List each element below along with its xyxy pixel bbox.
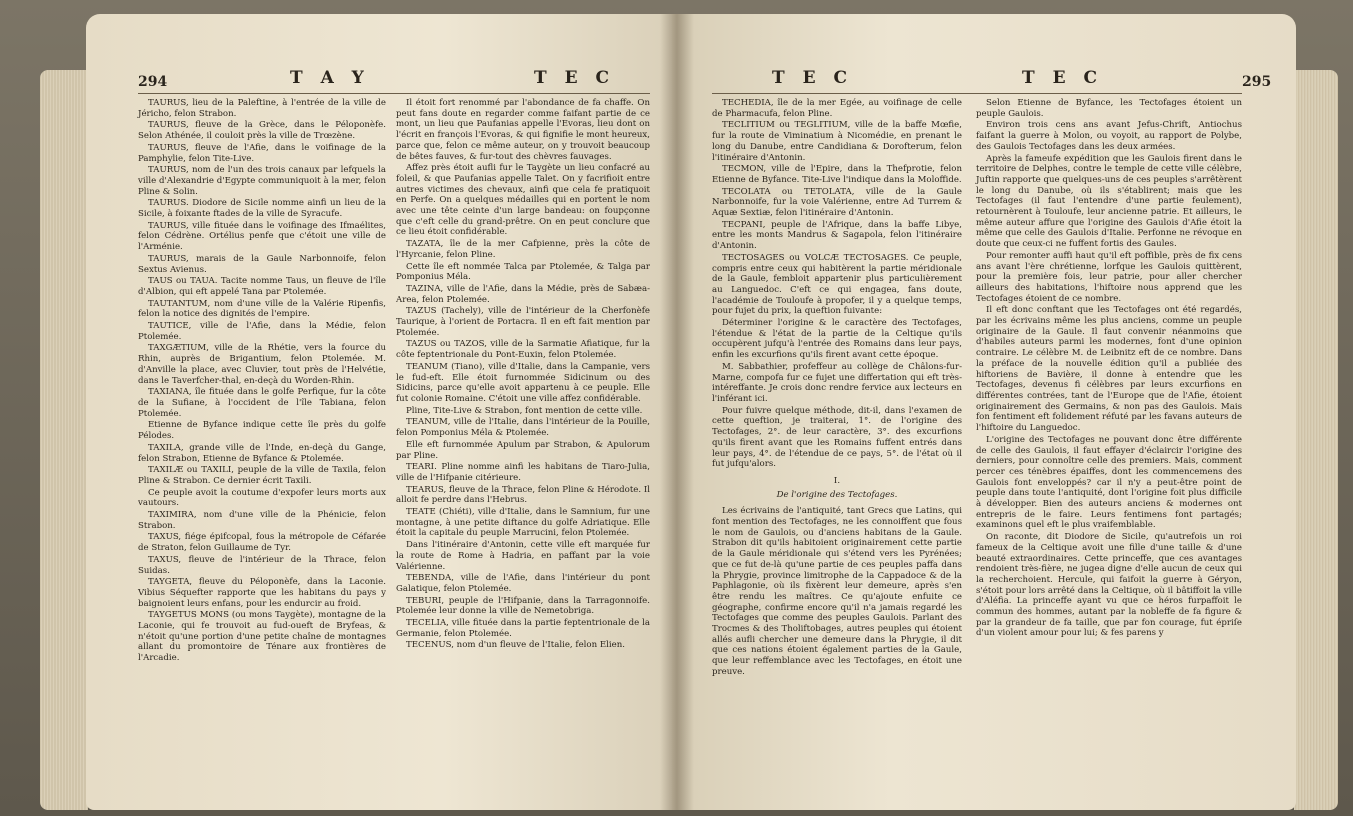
paragraph: TECENUS, nom d'un fleuve de l'Italie, felon Elien. — [406, 640, 625, 651]
page-number: 294 — [138, 74, 168, 90]
paragraph: TAXUS, fleuve de l'intérieur de la Thrace, felon Suidas. — [138, 554, 386, 576]
column-right — [396, 98, 650, 652]
paragraph: TAXUS, fiége épifcopal, fous la métropole de Céfarée de Straton, felon Guillaume de Tyr. — [138, 532, 386, 554]
paragraph: TECTOSAGES ou VOLCÆ TECTOSAGES. Ce peuple, compris entre ceux qui habitèrent la partie méridionale de la Gaule, fembloit appartenir plus particulièrement au Languedoc. C'eft ce qui engagea, fans doute, l'académie de Touloufe à propofer, il y a quelque temps, pour fujet du prix, la queftion fuivante: — [712, 252, 962, 317]
paragraph: TAURUS. Diodore de Sicile nomme ainfi un lieu de la Sicile, à foixante ftades de la ville de Syracufe. — [138, 198, 386, 220]
paragraph: Déterminer l'origine & le caractère des Tectofages, l'étendue & l'état de la partie de la Celtique qu'ils occupèrent jufqu'à l'entrée des Romains dans leur pays, enfin les excurfions qu'ils firent avant cette époque. — [712, 318, 962, 361]
running-head-right: T E C — [1022, 68, 1103, 88]
paragraph: Après la fameufe expédition que les Gaulois firent dans le territoire de Delphes, contre le temple de cette ville célèbre, Juftin rapporte que quelques-uns de ces peuples s'arrêtèrent le long du Danube, où ils s'établirent; mais que les Tectofages (il faut l'entendre d'une partie feulement), retournèrent à Touloufe, leur ancienne patrie. Et ailleurs, le même auteur affure que l'origine des Gaulois d'Afie étoit la même que celle des Gaulois d'Italie. Perfonne ne révoque en doute que ceux-ci ne fuffent fortis des Gaules. — [976, 153, 1242, 250]
paragraph: TAUTICE, ville de l'Afie, dans la Médie, felon Ptolemée. — [138, 321, 386, 342]
paragraph: TAXGÆTIUM, ville de la Rhétie, vers la fource du Rhin, auprès de Brigantium, felon Ptolemée. M. d'Anville la place, avec Cluvier, tout près de l'Helvétie, dans le Taverfcher-thal, en-deçà du Worden-Rhin. — [138, 343, 386, 386]
paragraph: TAURUS, fleuve de la Grèce, dans le Péloponèfe. Selon Athénée, il couloit près la ville de Trœzène. — [138, 120, 386, 142]
paragraph: TEBENDA, ville de l'Afie, dans l'intérieur du pont Galatique, felon Ptolemée. — [396, 573, 650, 594]
paragraph: TECMON, ville de l'Epire, dans la Thefprotie, felon Etienne de Byfance. Tite-Live l'indique dans la Moloffide. — [712, 164, 962, 185]
paragraph: TAZATA, île de la mer Cafpienne, près la côte de l'Hyrcanie, felon Pline. — [396, 239, 650, 260]
paragraph: TAUTANTUM, nom d'une ville de la Valérie Ripenfis, felon la notice des dignités de l'empire. — [138, 298, 386, 320]
head-rule — [712, 93, 1242, 94]
paragraph: TAZUS ou TAZOS, ville de la Sarmatie Afiatique, fur la côte feptentrionale du Pont-Euxin, felon Ptolemée. — [396, 339, 650, 361]
column-left — [712, 98, 962, 679]
paragraph: Environ trois cens ans avant Jefus-Chrift, Antiochus faifant la guerre à Molon, ou voyoit, au rapport de Polybe, des Gaulois Tectofages dans les deux armées. — [976, 120, 1242, 152]
paragraph: Pour fuivre quelque méthode, dit-il, dans l'examen de cette queftion, je traiterai, 1°. de l'origine des Tectofages, 2°. de leur caractère, 3°. des excurfions qu'ils firent avant que les Romains fuffent entrés dans leur pays, 4°. de l'étendue de ce pays, 5°. de l'état où il fut jufqu'alors. — [712, 405, 962, 470]
paragraph: On raconte, dit Diodore de Sicile, qu'autrefois un roi fameux de la Celtique avoit une fille d'une taille & d'une beauté extraordinaires. Cette princeffe, que ces avantages rendoient très-fière, ne jugea digne d'elle aucun de ceux qui la recherchoient. Hercule, qui faifoit la guerre à Géryon, s'étoit pour lors arrêté dans la Celtique, où il bâtiffoit la ville d'Aléfia. La princeffe ayant vu que ce héros furpaffoit le commun des hommes, autant par la nobleffe de fa figure & par la grandeur de fa taille, que par fon courage, fut épriſe d'un violent amour pour lui; & fes parens y — [976, 532, 1242, 639]
paragraph: TAZINA, ville de l'Afie, dans la Médie, près de Sabæa-Area, felon Ptolemée. — [396, 283, 650, 305]
paragraph: TAYGETA, fleuve du Péloponèfe, dans la Laconie. Vibius Séquefter rapporte que les habitans du pays y baignoient leurs enfans, pour les endurcir au froid. — [138, 577, 386, 609]
page-edges-left — [40, 70, 88, 810]
paragraph: TAZUS (Tachely), ville de l'intérieur de la Cherfonèfe Taurique, à l'orient de Portacra. Il en eft fait mention par Ptolemée. — [396, 306, 650, 338]
paragraph: TAXIMIRA, nom d'une ville de la Phénicie, felon Strabon. — [138, 510, 386, 531]
paragraph: TAURUS, marais de la Gaule Narbonnoife, felon Sextus Avienus. — [138, 253, 386, 275]
paragraph: M. Sabbathier, profeffeur au collège de Châlons-fur-Marne, compofa fur ce fujet une differtation qui eft très-intéreffante. Je crois donc rendre fervice aux lecteurs en l'inférant ici. — [712, 361, 962, 404]
running-head-left: T E C — [772, 68, 853, 88]
section-title: De l'origine des Tectofages. — [776, 489, 898, 500]
page-number: 295 — [1242, 74, 1272, 90]
paragraph: TAURUS, ville fituée dans le voifinage des Ifmaélites, felon Cédrène. Ortélius penfe que c'étoit une ville de l'Arménie. — [138, 220, 386, 253]
paragraph: TECLITIUM ou TEGLITIUM, ville de la baffe Mœfie, fur la route de Viminatium à Nicomédie, en prenant le long du Danube, entre Candidiana & Dorofterum, felon l'itinéraire d'Antonin. — [712, 120, 962, 163]
paragraph: TEATE (Chiéti), ville d'Italie, dans le Samnium, fur une montagne, à une petite diftance du golfe Adriatique. Elle étoit la capitale du peuple Marrucini, felon Ptolemée. — [396, 507, 650, 539]
paragraph: Ce peuple avoit la coutume d'expofer leurs morts aux vautours. — [138, 487, 386, 509]
paragraph: Pour remonter auffi haut qu'il eft poffible, près de fix cens ans avant l'ère chrétienne, lorfque les Gaulois quittèrent, pour la première fois, leur patrie, pour aller chercher ailleurs des habitations, l'hiftoire nous apprend que les Tectofages étoient de ce nombre. — [976, 250, 1242, 304]
page-edges-right — [1294, 70, 1338, 810]
head-rule — [138, 93, 650, 94]
paragraph: TECHEDIA, île de la mer Egée, au voifinage de celle de Pharmacufa, felon Pline. — [712, 98, 962, 119]
paragraph: TEARI. Pline nomme ainfi les habitans de Tiaro-Julia, ville de l'Hifpanie citérieure. — [396, 462, 650, 483]
paragraph: Affez près étoit aufli fur le Taygète un lieu confacré au foleil, & que Paufanias appelle Talet. On y facrifioit entre autres victimes des chevaux, ainfi que cela fe pratiquoit en Perfe. On a quelques médailles qui en portent le nom avec une tête ceinte d'un large bandeau: on foupçonne que c'eft celle du grand-prêtre. On en peut conclure que ce lieu étoit confidérable. — [396, 163, 650, 238]
column-right — [976, 98, 1242, 640]
paragraph: TEBURI, peuple de l'Hifpanie, dans la Tarragonnoife. Ptolemée leur donne la ville de Nemetobriga. — [396, 595, 650, 617]
paragraph: Les écrivains de l'antiquité, tant Grecs que Latins, qui font mention des Tectofages, ne les connoiffent que fous le nom de Gaulois, ou d'anciens habitans de la Gaule. Strabon dit qu'ils habitoient originairement cette partie de la Gaule méridionale qui s'étend vers les Pyrénées; que ce fut de-là qu'une partie de ces peuples paffa dans la Phrygie, province limitrophe de la Cappadoce & de la Paphlagonie, où ils fixèrent leur demeure, après s'en être rendu les maîtres. Ce qu'ajoute enfuite ce géographe, confirme encore qu'il n'a jamais regardé les Tectofages que comme des peuples Gaulois. Parlant des Trocmes & des Tholiftobages, autres peuples qui étoient allés aufli chercher une demeure dans la Phrygie, il dit que ces nations étoient également parties de la Gaule, que leur reffemblance avec les Tectofages, en étoit une preuve. — [712, 506, 962, 677]
paragraph: TAYGETUS MONS (ou mons Taygète), montagne de la Laconie, qui fe trouvoit au fud-oueft de Bryfeas, & n'étoit qu'une portion d'une petite chaîne de montagnes allant du promontoire de Ténare aux frontières de l'Arcadie. — [138, 610, 386, 664]
paragraph: TAURUS, nom de l'un des trois canaux par lefquels la ville d'Alexandrie d'Egypte communiquoit à la mer, felon Pline & Solin. — [138, 165, 386, 197]
paragraph: TECELIA, ville fituée dans la partie feptentrionale de la Germanie, felon Ptolemée. — [396, 618, 650, 639]
paragraph: TEANUM (Tiano), ville d'Italie, dans la Campanie, vers le fud-eft. Elle étoit furnommée Sidicinum ou des Sidicins, parce qu'elle avoit appartenu à ce peuple. Elle fut colonie Romaine. C'étoit une ville affez confidérable. — [396, 361, 650, 404]
paragraph: L'origine des Tectofages ne pouvant donc être différente de celle des Gaulois, il faut effayer d'éclaircir l'origine des derniers, pour connoître celle des premiers. Mais, comment percer ces ténèbres épaiffes, dont les commencemens des Gaulois font enveloppés? car il n'y a peut-être point de peuple dans toute l'antiquité, dont l'origine foit plus difficile à développer. Bien des auteurs anciens & modernes ont entrepris de le faire. Leurs fentimens font partagés; examinons quel eft le plus vraifemblable. — [976, 434, 1242, 531]
paragraph: TAURUS, fleuve de l'Afie, dans le voifinage de la Pamphylie, felon Tite-Live. — [138, 142, 386, 164]
right-page — [672, 14, 1296, 810]
paragraph: TAXIANA, île fituée dans le golfe Perfique, fur la côte de la Sufiane, à l'occident de l'île Tabiana, felon Ptolemée. — [138, 387, 386, 419]
paragraph: Il étoit fort renommé par l'abondance de fa chaffe. On peut fans doute en regarder comme faifant partie de ce mont, un lieu que Paufanias appelle l'Evoras, lieu dont on l'écrit en françois l'Evoras, & qui fignifie le mont heureux, parce que, felon ce même auteur, on y trouvoit beaucoup de bêtes fauves, & fur-tout des chèvres fauvages. — [396, 98, 650, 162]
column-left — [138, 98, 386, 665]
paragraph: TEANUM, ville de l'Italie, dans l'intérieur de la Pouille, felon Pomponius Méla & Ptolemée. — [396, 417, 650, 439]
running-head-left: T A Y — [290, 68, 370, 88]
paragraph: TECOLATA ou TETOLATA, ville de la Gaule Narbonnoife, fur la voie Valérienne, entre Ad Turrem & Aquæ Sextiæ, felon l'itinéraire d'Antonin. — [712, 186, 962, 219]
paragraph: Il eft donc conftant que les Tectofages ont été regardés, par les écrivains même les plus anciens, comme un peuple originaire de la Gaule. Il faut convenir néanmoins que d'habiles auteurs parmi les modernes, font d'une opinion contraire. Le célèbre M. de Leibnitz eft de ce nombre. Dans la préface de la nouvelle édition qu'il a publiée des hiftoriens de Bavière, il donne à entendre que les Tectofages, devenus fi célèbres par leurs excurfions en différentes contrées, tant de l'Europe que de l'Afie, étoient originairement des Germains, & non pas des Gaulois. Mais fon fentiment eft folidement réfuté par les favans auteurs de l'hiftoire du Languedoc. — [976, 305, 1242, 434]
paragraph: TAURUS, lieu de la Paleftine, à l'entrée de la ville de Jéricho, felon Strabon. — [138, 98, 386, 119]
paragraph: Selon Etienne de Byfance, les Tectofages étoient un peuple Gaulois. — [976, 98, 1242, 119]
paragraph: Pline, Tite-Live & Strabon, font mention de cette ville. — [406, 405, 643, 416]
running-head-right: T E C — [534, 68, 615, 88]
paragraph: TECPANI, peuple de l'Afrique, dans la baffe Libye, entre les monts Mandrus & Sagapola, felon l'itinéraire d'Antonin. — [712, 219, 962, 252]
section-number: I. — [833, 475, 841, 486]
paragraph: Dans l'itinéraire d'Antonin, cette ville eft marquée fur la route de Rome à Hadria, en paffant par la voie Valérienne. — [396, 540, 650, 572]
paragraph: TAUS ou TAUA. Tacite nomme Taus, un fleuve de l'île d'Albion, qui eft appelé Tana par Ptolemée. — [138, 276, 386, 297]
paragraph: TEARUS, fleuve de la Thrace, felon Pline & Hérodote. Il alloit fe perdre dans l'Hebrus. — [396, 484, 650, 506]
paragraph: TAXILÆ ou TAXILI, peuple de la ville de Taxila, felon Pline & Strabon. Ce dernier écrit Taxili. — [138, 465, 386, 486]
paragraph: TAXILA, grande ville de l'Inde, en-deçà du Gange, felon Strabon, Etienne de Byfance & Ptolemée. — [138, 442, 386, 464]
paragraph: Elle eft furnommée Apulum par Strabon, & Apulorum par Pline. — [396, 439, 650, 461]
paragraph: Cette île eft nommée Talca par Ptolemée, & Talga par Pomponius Méla. — [396, 261, 650, 283]
book-gutter — [660, 14, 694, 810]
paragraph: Etienne de Byfance indique cette île près du golfe Pélodes. — [138, 420, 386, 442]
left-page — [86, 14, 682, 810]
